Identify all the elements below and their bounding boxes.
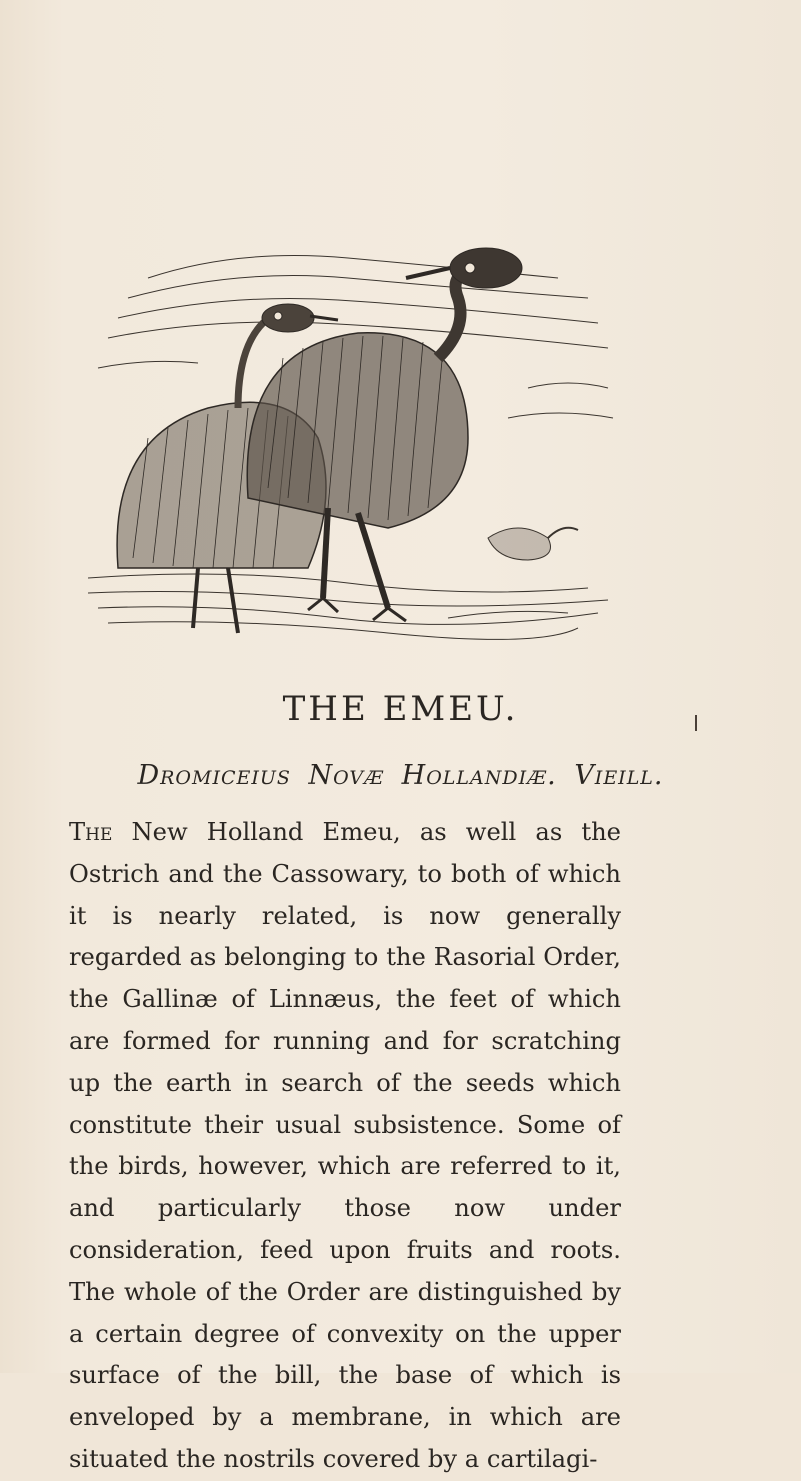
body-text: New Holland Emeu, as well as the Ostrich and the Cassowary, to both of which it is nearly related, is now generally regarded as belonging to the Rasorial Order, the Gallinæ of Linnæus, the feet of which are formed for running and for scratching up the earth in search of the seeds which constitute their usual subsistence. Some of the birds, however, which are referred to it, and particularly those now under consideration, feed upon fruits and roots. The whole of the Order are distinguished by a certain degree of convexity on the upper surface of the bill, the base of which is enveloped by a membrane, in which are situated the nostrils covered by a cartilagi-: [69, 818, 621, 1473]
scientific-name: [0, 760, 801, 791]
margin-mark: [695, 715, 697, 731]
lead-word: The: [69, 818, 113, 846]
emu-engraving: [88, 238, 618, 658]
species-authority: Vieill.: [574, 760, 664, 791]
species-name: Dromiceius Novæ Hollandiæ.: [137, 760, 557, 791]
body-paragraph: [69, 812, 621, 1481]
page-title: THE EMEU.: [282, 689, 519, 729]
